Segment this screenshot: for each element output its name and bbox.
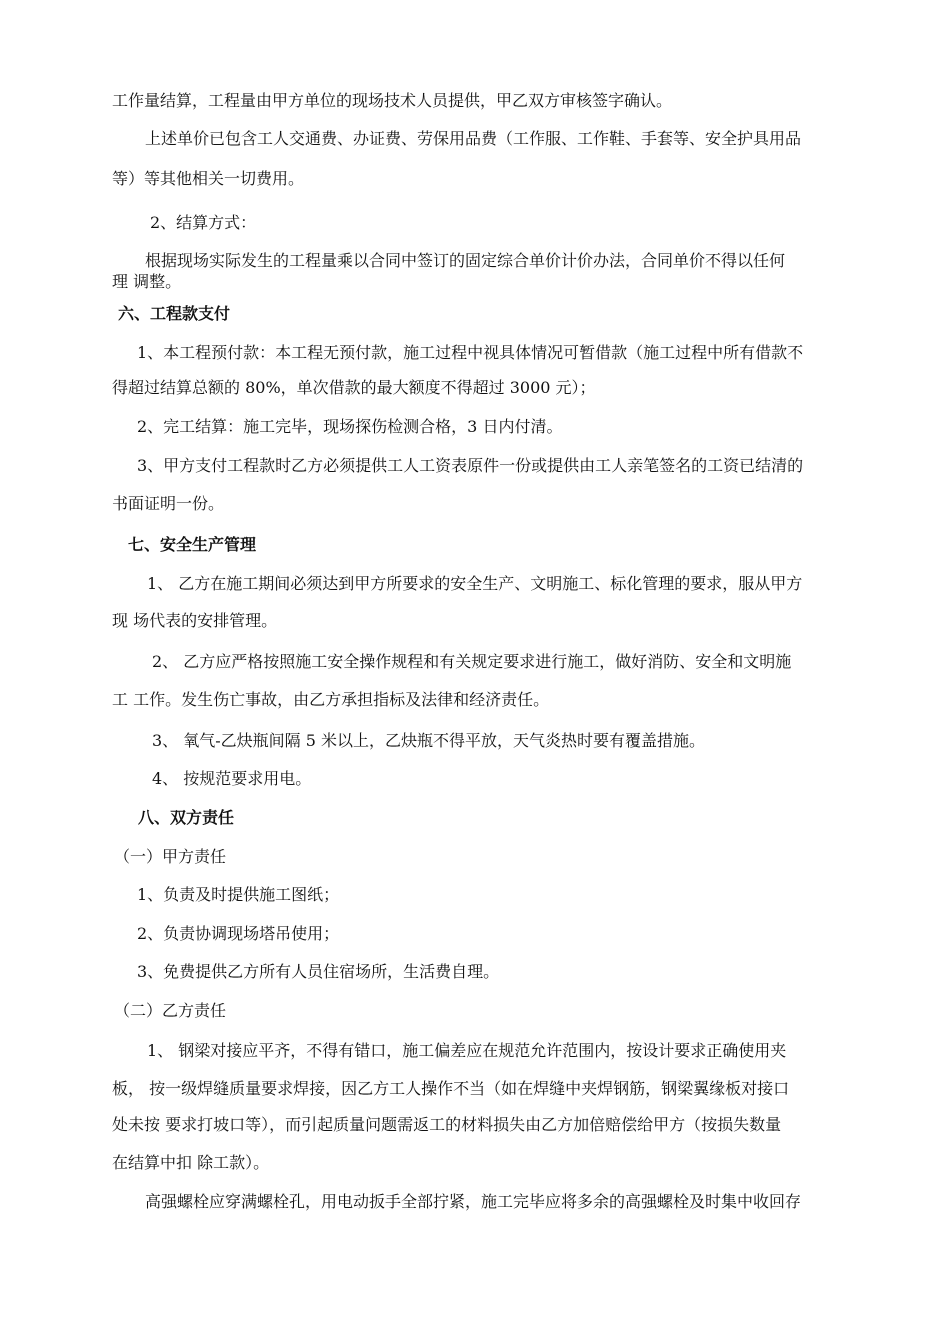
text-line: 4、 按规范要求用电。 bbox=[152, 769, 312, 788]
text-line: 1、负责及时提供施工图纸； bbox=[137, 885, 340, 904]
text-line: 2、完工结算：施工完毕，现场探伤检测合格，3 日内付清。 bbox=[137, 417, 563, 436]
text-line: 在结算中扣 除工款）。 bbox=[112, 1153, 270, 1172]
text-line: 1、 钢梁对接应平齐，不得有错口，施工偏差应在规范允许范围内，按设计要求正确使用夹 bbox=[147, 1041, 787, 1060]
text-line: 1、本工程预付款：本工程无预付款，施工过程中视具体情况可暂借款（施工过程中所有借款不 bbox=[137, 343, 804, 362]
text-line: 2、结算方式： bbox=[150, 213, 257, 232]
text-line: 工 工作。发生伤亡事故，由乙方承担指标及法律和经济责任。 bbox=[112, 690, 550, 709]
text-line: 处未按 要求打坡口等），而引起质量问题需返工的材料损失由乙方加倍赔偿给甲方（按损失数量 bbox=[112, 1115, 782, 1134]
subsection-heading: （二）乙方责任 bbox=[114, 1001, 227, 1020]
subsection-heading: （一）甲方责任 bbox=[114, 847, 227, 866]
section-heading-7: 七、安全生产管理 bbox=[128, 535, 257, 554]
text-line: 3、免费提供乙方所有人员住宿场所，生活费自理。 bbox=[137, 962, 500, 981]
section-heading-6: 六、工程款支付 bbox=[118, 304, 231, 323]
text-line: 得超过结算总额的 80%，单次借款的最大额度不得超过 3000 元）； bbox=[112, 378, 596, 397]
text-line: 3、 氧气-乙炔瓶间隔 5 米以上，乙炔瓶不得平放，天气炎热时要有覆盖措施。 bbox=[152, 731, 706, 750]
text-line: 等）等其他相关一切费用。 bbox=[112, 169, 305, 188]
text-line: 2、负责协调现场塔吊使用； bbox=[137, 924, 340, 943]
text-line: 书面证明一份。 bbox=[112, 494, 225, 513]
text-line: 高强螺栓应穿满螺栓孔，用电动扳手全部拧紧，施工完毕应将多余的高强螺栓及时集中收回存 bbox=[145, 1192, 802, 1211]
text-line: 2、 乙方应严格按照施工安全操作规程和有关规定要求进行施工，做好消防、安全和文明施 bbox=[152, 652, 792, 671]
text-line: 根据现场实际发生的工程量乘以合同中签订的固定综合单价计价办法，合同单价不得以任何 bbox=[145, 251, 786, 270]
section-heading-8: 八、双方责任 bbox=[138, 808, 235, 827]
text-line: 理 调整。 bbox=[112, 272, 182, 291]
text-line: 工作量结算，工程量由甲方单位的现场技术人员提供，甲乙双方审核签字确认。 bbox=[112, 91, 673, 110]
text-line: 上述单价已包含工人交通费、办证费、劳保用品费（工作服、工作鞋、手套等、安全护具用品 bbox=[145, 129, 802, 148]
text-line: 1、 乙方在施工期间必须达到甲方所要求的安全生产、文明施工、标化管理的要求，服从甲方 bbox=[147, 574, 803, 593]
text-line: 3、甲方支付工程款时乙方必须提供工人工资表原件一份或提供由工人亲笔签名的工资已结清的 bbox=[137, 456, 804, 475]
text-line: 现 场代表的安排管理。 bbox=[112, 611, 278, 630]
text-line: 板， 按一级焊缝质量要求焊接，因乙方工人操作不当（如在焊缝中夹焊钢筋，钢梁翼缘板对接口 bbox=[112, 1079, 790, 1098]
